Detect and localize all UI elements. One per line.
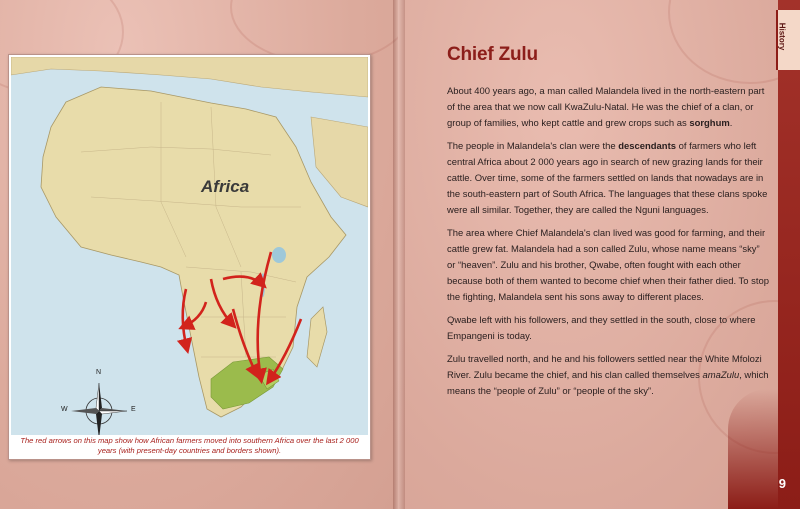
italic-term: amaZulu	[702, 370, 740, 381]
continent-label: Africa	[201, 177, 250, 196]
text-run: The area where Chief Malandela's clan lived was good for farming, and their cattle grew fat. Malandela had a son called Zulu, whose name means “sky” or “heaven”. Zulu and his brother, Qwabe, often fought with each other because both of them wanted to become chief when their father died. To stop the fighting, Malandela sent his sons away to different places.	[447, 228, 769, 303]
body-text	[447, 84, 769, 407]
europe-land	[11, 57, 368, 97]
map-caption: The red arrows on this map show how African farmers moved into southern Africa over the last 2 000 years (with present-day countries and borders shown).	[20, 436, 359, 455]
compass-west: W	[61, 406, 68, 413]
text-run: Qwabe left with his followers, and they settled in the south, close to where Empangeni is today.	[447, 315, 756, 342]
body-paragraph	[447, 313, 769, 345]
left-page	[0, 0, 398, 509]
africa-land	[41, 87, 346, 417]
compass-rose	[61, 369, 136, 435]
text-run: The people in Malandela's clan were the	[447, 141, 619, 152]
compass-east: E	[131, 406, 136, 413]
bold-term: sorghum	[689, 118, 730, 129]
madagascar-land	[307, 307, 327, 367]
bold-term: descendants	[618, 141, 676, 152]
corner-decoration	[728, 389, 778, 509]
compass-icon	[63, 375, 135, 435]
chapter-tab-label-box	[776, 10, 800, 70]
text-run: About 400 years ago, a man called Malandela lived in the north-eastern part of the area that we now call KwaZulu-Natal. He was the chief of a clan, or group of families, who kept cattle and grew crops such as	[447, 86, 765, 129]
text-run: of farmers who left central Africa about 2 000 years ago in search of new grazing lands for their cattle. Over time, some of the farmers settled on lands that nowadays are in the south-eastern part of South Africa. The languages that these clans spoke were all similar. Together, they are called the Nguni languages.	[447, 141, 768, 216]
chapter-tab	[778, 0, 800, 509]
text-run: .	[729, 118, 733, 129]
book-gutter	[393, 0, 405, 509]
africa-map	[11, 57, 368, 435]
compass-north: N	[96, 369, 102, 376]
text-run: , which means the “people of Zulu” or “people of the sky”.	[447, 370, 769, 397]
arabia-land	[311, 117, 368, 207]
lake-victoria	[272, 247, 286, 263]
body-paragraph	[447, 139, 769, 219]
body-paragraph	[447, 226, 769, 306]
page-title: Chief Zulu	[447, 44, 538, 65]
body-paragraph	[447, 352, 769, 400]
body-paragraph	[447, 84, 769, 132]
chapter-tab-label: History	[777, 22, 787, 51]
text-run: Zulu travelled north, and he and his followers settled near the White Mfolozi River. Zulu became the chief, and his clan called themselves	[447, 354, 762, 381]
map-figure	[8, 54, 371, 460]
page-number: 9	[778, 476, 786, 491]
